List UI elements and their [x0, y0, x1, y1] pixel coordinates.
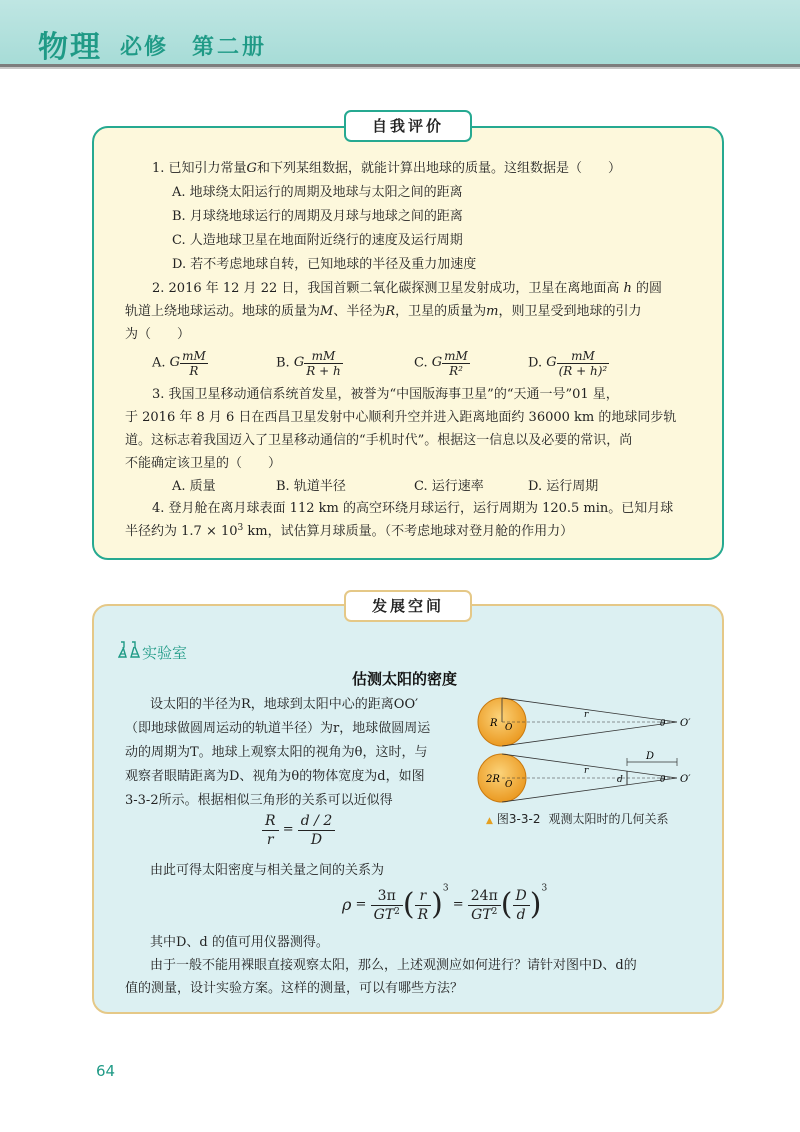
p1-line3: 动的周期为T。地球上观察太阳的视角为θ，这时，与: [125, 745, 428, 760]
p3: 其中D、d 的值可用仪器测得。: [150, 935, 329, 950]
equation-density: ρ = $\frac{3\pi}{GT^2}$ ( $\frac{r}{R}$ )$^3$ = $\frac{24\pi}{GT^2}$ ( $\frac{D}{d}$ )$^3$: [342, 883, 548, 923]
q1-stem: 1. 已知引力常量G和下列某组数据，就能计算出地球的质量。这组数据是（ ）: [152, 161, 621, 176]
q4-line1: 4. 登月舱在离月球表面 112 km 的高空环绕月球运行，运行周期为 120.5 min。已知月球: [152, 501, 674, 516]
label-r-bottom: r: [584, 766, 589, 776]
label-Oprime-top: O′: [680, 718, 691, 729]
label-R: R: [490, 718, 498, 729]
line-bottom-lower: [502, 778, 677, 802]
p1-line5: 3-3-2所示。根据相似三角形的关系可以近似得: [125, 793, 393, 808]
header-subject: 物理: [38, 30, 102, 65]
p1-line2: （即地球做圆周运动的轨道半径）为r，地球做圆周运: [125, 721, 431, 736]
q3-option-b: B. 轨道半径: [276, 479, 346, 494]
q1-option-b: B. 月球绕地球运行的周期及月球与地球之间的距离: [172, 209, 463, 224]
q2-line1: 2. 2016 年 12 月 22 日，我国首颗二氧化碳探测卫星发射成功，卫星在离地面高 h 的圆: [152, 281, 663, 296]
header-course: 必修: [120, 35, 169, 60]
label-d: d: [617, 775, 623, 785]
p4-line1: 由于一般不能用裸眼直接观察太阳，那么，上述观测应如何进行？请针对图中D、d的: [150, 958, 637, 973]
p2: 由此可得太阳密度与相关量之间的关系为: [150, 863, 385, 878]
q3-line2: 于 2016 年 8 月 6 日在西昌卫星发射中心顺利升空并进入距离地面约 36000 km 的地球同步轨: [125, 410, 677, 425]
q2-line2: 轨道上绕地球运动。地球的质量为M、半径为R，卫星的质量为m，则卫星受到地球的引力: [125, 304, 642, 319]
label-O-bottom: O: [505, 780, 513, 790]
q3-line1: 3. 我国卫星移动通信系统首发星，被誉为“中国版海事卫星”的“天通一号”01 星，: [152, 387, 619, 402]
label-Oprime-bottom: O′: [680, 774, 691, 785]
p1-line4: 观察者眼睛距离为D、视角为θ的物体宽度为d，如图: [125, 769, 425, 784]
p1-line1: 设太阳的半径为R，地球到太阳中心的距离OO′: [150, 697, 419, 712]
q2-option-b: B. G $\frac{mM}{R + h}$: [276, 348, 341, 378]
dev-space-tab: 发展空间: [344, 590, 472, 622]
line-top-lower: [502, 722, 677, 746]
label-r: r: [584, 710, 589, 720]
q3-line3: 道。这标志着我国迈入了卫星移动通信的“手机时代”。根据这一信息以及必要的常识，尚: [125, 433, 633, 448]
p4-line2: 值的测量，设计实验方案。这样的测量，可以有哪些方法？: [125, 981, 464, 996]
lab-flask-icon: [118, 641, 140, 659]
label-theta-top: θ: [660, 719, 666, 729]
q1-option-d: D. 若不考虑地球自转，已知地球的半径及重力加速度: [172, 257, 477, 272]
q3-line4: 不能确定该卫星的（ ）: [125, 456, 282, 471]
q4-line2: 半径约为 $1.7 \times 10^3$ km，试估算月球质量。（不考虑地球对登月舱的作用力）: [125, 523, 574, 539]
equation-similar-triangles: $\frac{R}{r}$ = $\frac{d / 2}{D}$: [262, 808, 335, 852]
page-number: 64: [96, 1062, 116, 1080]
line-top-upper: [502, 698, 677, 722]
label-2R: 2R: [486, 774, 500, 785]
label-theta-bottom: θ: [660, 775, 666, 785]
q2-line3: 为（ ）: [125, 327, 191, 342]
q1-option-c: C. 人造地球卫星在地面附近绕行的速度及运行周期: [172, 233, 463, 248]
caption-triangle-icon: ▲: [486, 816, 493, 826]
section-title: 估测太阳的密度: [352, 670, 458, 688]
q2-option-a: A. G $\frac{mM}{R}$: [152, 348, 206, 378]
figure-sun-geometry: [474, 690, 704, 806]
label-O-top: O: [505, 723, 513, 733]
q1-option-a: A. 地球绕太阳运行的周期及地球与太阳之间的距离: [172, 185, 463, 200]
self-eval-tab: 自我评价: [344, 110, 472, 142]
page-header: [0, 0, 800, 67]
q2-option-c: C. G $\frac{mM}{\text{R²}}$: [414, 348, 468, 378]
q3-option-a: A. 质量: [172, 479, 216, 494]
q2-option-d: D. G $\frac{mM}{\text{(R + h)²}}$: [528, 348, 608, 378]
q3-option-d: D. 运行周期: [528, 479, 599, 494]
q3-option-c: C. 运行速率: [414, 479, 484, 494]
lab-label: 实验室: [142, 644, 188, 662]
header-volume: 第二册: [192, 35, 268, 60]
figure-caption: ▲ 图3-3-2 观测太阳时的几何关系: [486, 812, 669, 826]
label-D: D: [646, 751, 655, 762]
